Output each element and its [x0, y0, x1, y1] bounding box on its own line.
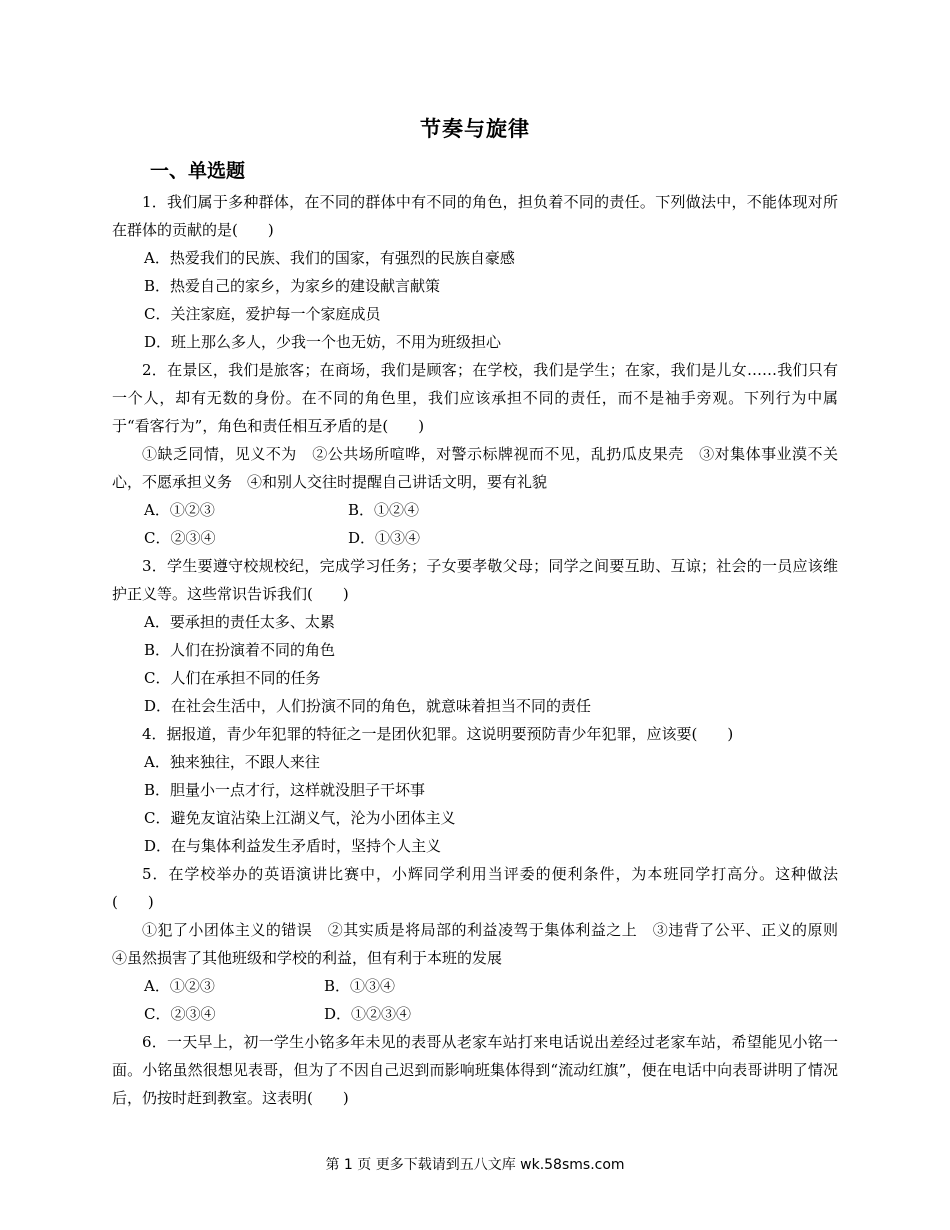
option: B．胆量小一点才行，这样就没胆子干坏事: [144, 781, 426, 799]
option: D．班上那么多人，少我一个也无妨，不用为班级担心: [144, 333, 502, 351]
option: A．独来独往，不跟人来往: [144, 753, 320, 771]
option: C．②③④: [144, 529, 216, 547]
option: A．①②③: [144, 501, 215, 519]
question-stem: 1．我们属于多种群体，在不同的群体中有不同的角色，担负着不同的责任。下列做法中，不能体现对所在群体的贡献的是( ): [112, 193, 838, 239]
option: C．关注家庭，爱护每一个家庭成员: [144, 305, 381, 323]
question-statements: ①犯了小团体主义的错误 ②其实质是将局部的利益凌驾于集体利益之上 ③违背了公平、正义的原则 ④虽然损害了其他班级和学校的利益，但有利于本班的发展: [112, 921, 854, 967]
question-stem: 5．在学校举办的英语演讲比赛中，小辉同学利用当评委的便利条件，为本班同学打高分。这种做法( ): [112, 865, 838, 911]
option: B．①②④: [348, 501, 420, 519]
option: D．①③④: [348, 529, 421, 547]
option: C．人们在承担不同的任务: [144, 669, 321, 687]
question-statements: ①缺乏同情，见义不为 ②公共场所喧哗，对警示标牌视而不见，乱扔瓜皮果壳 ③对集体事业漠不关心，不愿承担义务 ④和别人交往时提醒自己讲话文明，要有礼貌: [112, 445, 838, 491]
question-stem: 4．据报道，青少年犯罪的特征之一是团伙犯罪。这说明要预防青少年犯罪，应该要( ): [142, 725, 734, 743]
page-footer: 第 1 页 更多下载请到五八文库 wk.58sms.com: [325, 1157, 625, 1173]
option: B．①③④: [324, 977, 396, 995]
option: A．要承担的责任太多、太累: [144, 613, 335, 631]
option: D．在社会生活中，人们扮演不同的角色，就意味着担当不同的责任: [144, 697, 592, 715]
option: B．人们在扮演着不同的角色: [144, 641, 336, 659]
question-stem: 3．学生要遵守校规校纪，完成学习任务；子女要孝敬父母；同学之间要互助、互谅；社会的一员应该维护正义等。这些常识告诉我们( ): [112, 557, 838, 603]
option-row: [112, 496, 838, 524]
option-row: [112, 1000, 838, 1028]
option: C．②③④: [144, 1005, 216, 1023]
option: B．热爱自己的家乡，为家乡的建设献言献策: [144, 277, 441, 295]
option: D．①②③④: [324, 1005, 412, 1023]
option-row: [112, 524, 838, 552]
question-stem: 6．一天早上，初一学生小铭多年未见的表哥从老家车站打来电话说出差经过老家车站，希望能见小铭一面。小铭虽然很想见表哥，但为了不因自己迟到而影响班集体得到“流动红旗”，便在电话中向表哥讲明了情况后，仍按时赶到教室。这表明( ): [112, 1033, 838, 1107]
question-list: [112, 188, 854, 1112]
option: D．在与集体利益发生矛盾时，坚持个人主义: [144, 837, 442, 855]
section-heading: 一、单选题: [150, 160, 246, 182]
option: A．①②③: [144, 977, 215, 995]
question-stem: 2．在景区，我们是旅客；在商场，我们是顾客；在学校，我们是学生；在家，我们是儿女……我们只有一个人，却有无数的身份。在不同的角色里，我们应该承担不同的责任，而不是袖手旁观。下列行为中属于“看客行为”，角色和责任相互矛盾的是( ): [112, 361, 838, 435]
option: C．避免友谊沾染上江湖义气，沦为小团体主义: [144, 809, 456, 827]
page-title: 节奏与旋律: [420, 117, 530, 141]
option: A．热爱我们的民族、我们的国家，有强烈的民族自豪感: [144, 249, 515, 267]
option-row: [112, 972, 838, 1000]
